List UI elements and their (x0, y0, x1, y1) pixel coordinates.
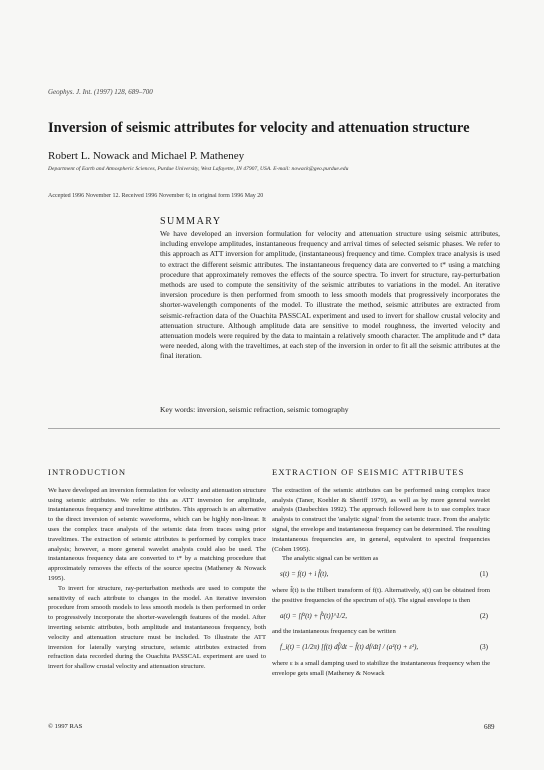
submission-dates: Accepted 1996 November 12. Received 1996 November 6; in original form 1996 May 20 (48, 193, 264, 199)
intro-paragraph-1: We have developed an inversion formulation for velocity and attenuation structure using seismic attributes. We refer to this as ATT inversion for amplitude, instantaneous frequency and traveltime attributes. This approach is an alternative to the direct inversion of seismic waveforms, which can be highly non-linear. It uses the complex trace analysis of the seismic data from traces using prior traveltimes. The extraction of seismic attributes is performed by complex trace analysis; however, a more general wavelet analysis could also be used. The instantaneous frequency data are converted to t* by a matching procedure that approximately removes the effects of the source spectra (Matheney & Nowack 1995). (48, 486, 266, 582)
equation-2 (272, 612, 490, 622)
author-affiliation: Department of Earth and Atmospheric Sciences, Purdue University, West Lafayette, IN 47907, USA. E-mail: nowack@geo.purdue.edu (48, 166, 349, 172)
extraction-paragraph-1: The extraction of the seismic attributes can be performed using complex trace analysis (Taner, Koehler & Sheriff 1979), as well as by more general wavelet analysis (Daubechies 1992). The approach followed here is to use complex trace analysis to construct the 'analytic signal' from the seismic trace. From the analytic signal, the envelope and instantaneous frequency can be determined. The resulting instantaneous frequencies are, in general, equivalent to spectral frequencies (Cohen 1995). (272, 486, 490, 553)
equation-3 (272, 643, 490, 653)
intro-paragraph-2: To invert for structure, ray-perturbation methods are used to compute the sensitivity of each attribute to changes in the model. An iterative inversion procedure from smooth models to less smooth models is then performed in order to progressively incorporate the shorter-wavelength features of the model. After inverting seismic attributes, both amplitude and instantaneous frequency, both velocity and attenuation structure must be included. To illustrate the ATT inversion for laterally varying structure, seismic attributes extracted from refraction data recorded during the Ouachita PASSCAL experiment are used to invert for shallow crustal velocity and attenuation structure. (48, 584, 266, 671)
page-number: 689 (484, 723, 495, 731)
equation-2-expression: a(t) = [f²(t) + f̂²(t)]^1/2, (280, 611, 347, 620)
paper-title: Inversion of seismic attributes for velocity and attenuation structure (48, 120, 470, 136)
extraction-paragraph-2: The analytic signal can be written as (282, 555, 379, 563)
journal-citation: Geophys. J. Int. (1997) 128, 689–700 (48, 88, 153, 96)
extraction-paragraph-5: where ε is a small damping used to stabilize the instantaneous frequency when the envelope gets small (Matheney & Nowack (272, 659, 490, 677)
keywords: Key words: inversion, seismic refraction, seismic tomography (160, 405, 349, 414)
paper-authors: Robert L. Nowack and Michael P. Matheney (48, 150, 245, 162)
section-divider (48, 428, 500, 429)
equation-3-expression: f_i(t) = (1/2π) [f(t) df̂/dt − f̂(t) df/dt] / (a²(t) + ε²), (280, 643, 419, 652)
extraction-heading: EXTRACTION OF SEISMIC ATTRIBUTES (272, 467, 465, 477)
equation-1-number: (1) (479, 570, 488, 579)
introduction-heading: INTRODUCTION (48, 467, 127, 477)
extraction-paragraph-4: and the instantaneous frequency can be written (272, 628, 396, 636)
summary-heading: SUMMARY (160, 216, 222, 227)
copyright-notice: © 1997 RAS (48, 723, 83, 730)
equation-1 (272, 570, 490, 580)
right-column (272, 468, 490, 679)
summary-text: We have developed an inversion formulation for velocity and attenuation structure using seismic attributes, including envelope amplitudes, instantaneous frequency and arrival times of selected seismic phases. We refer to this approach as ATT inversion for amplitude, (instantaneous) frequency and time. Complex trace analysis is used to extract the different seismic attributes. The instantaneous frequency data are converted to t* using a matching procedure that approximately removes the effects of the source spectra. To invert for structure, ray-perturbation methods are used to compute the sensitivity of the seismic attributes to variations in the model. An iterative inversion procedure is then performed from smooth to less smooth models that progressively incorporates the shorter-wavelength components of the model. To illustrate the method, seismic attributes are extracted from seismic-refraction data of the Ouachita PASSCAL experiment and used to invert for shallow crustal velocity and attenuation structure. Although amplitude data are sensitive to model roughness, the inverted velocity and attenuation models were required by the data to maintain a relatively smooth character. The amplitude and t* data were needed, along with the traveltimes, at each step of the inversion in order to fit all the seismic attributes at the final iteration. (160, 229, 500, 361)
extraction-paragraph-3: where f̂(t) is the Hilbert transform of f(t). Alternatively, s(t) can be obtained from the positive frequencies of the spectrum of s(t). The signal envelope is then (272, 586, 490, 604)
left-column (48, 468, 266, 672)
equation-3-number: (3) (479, 643, 488, 652)
equation-1-expression: s(t) = f(t) + i f̂(t), (280, 570, 329, 579)
equation-2-number: (2) (479, 611, 488, 620)
